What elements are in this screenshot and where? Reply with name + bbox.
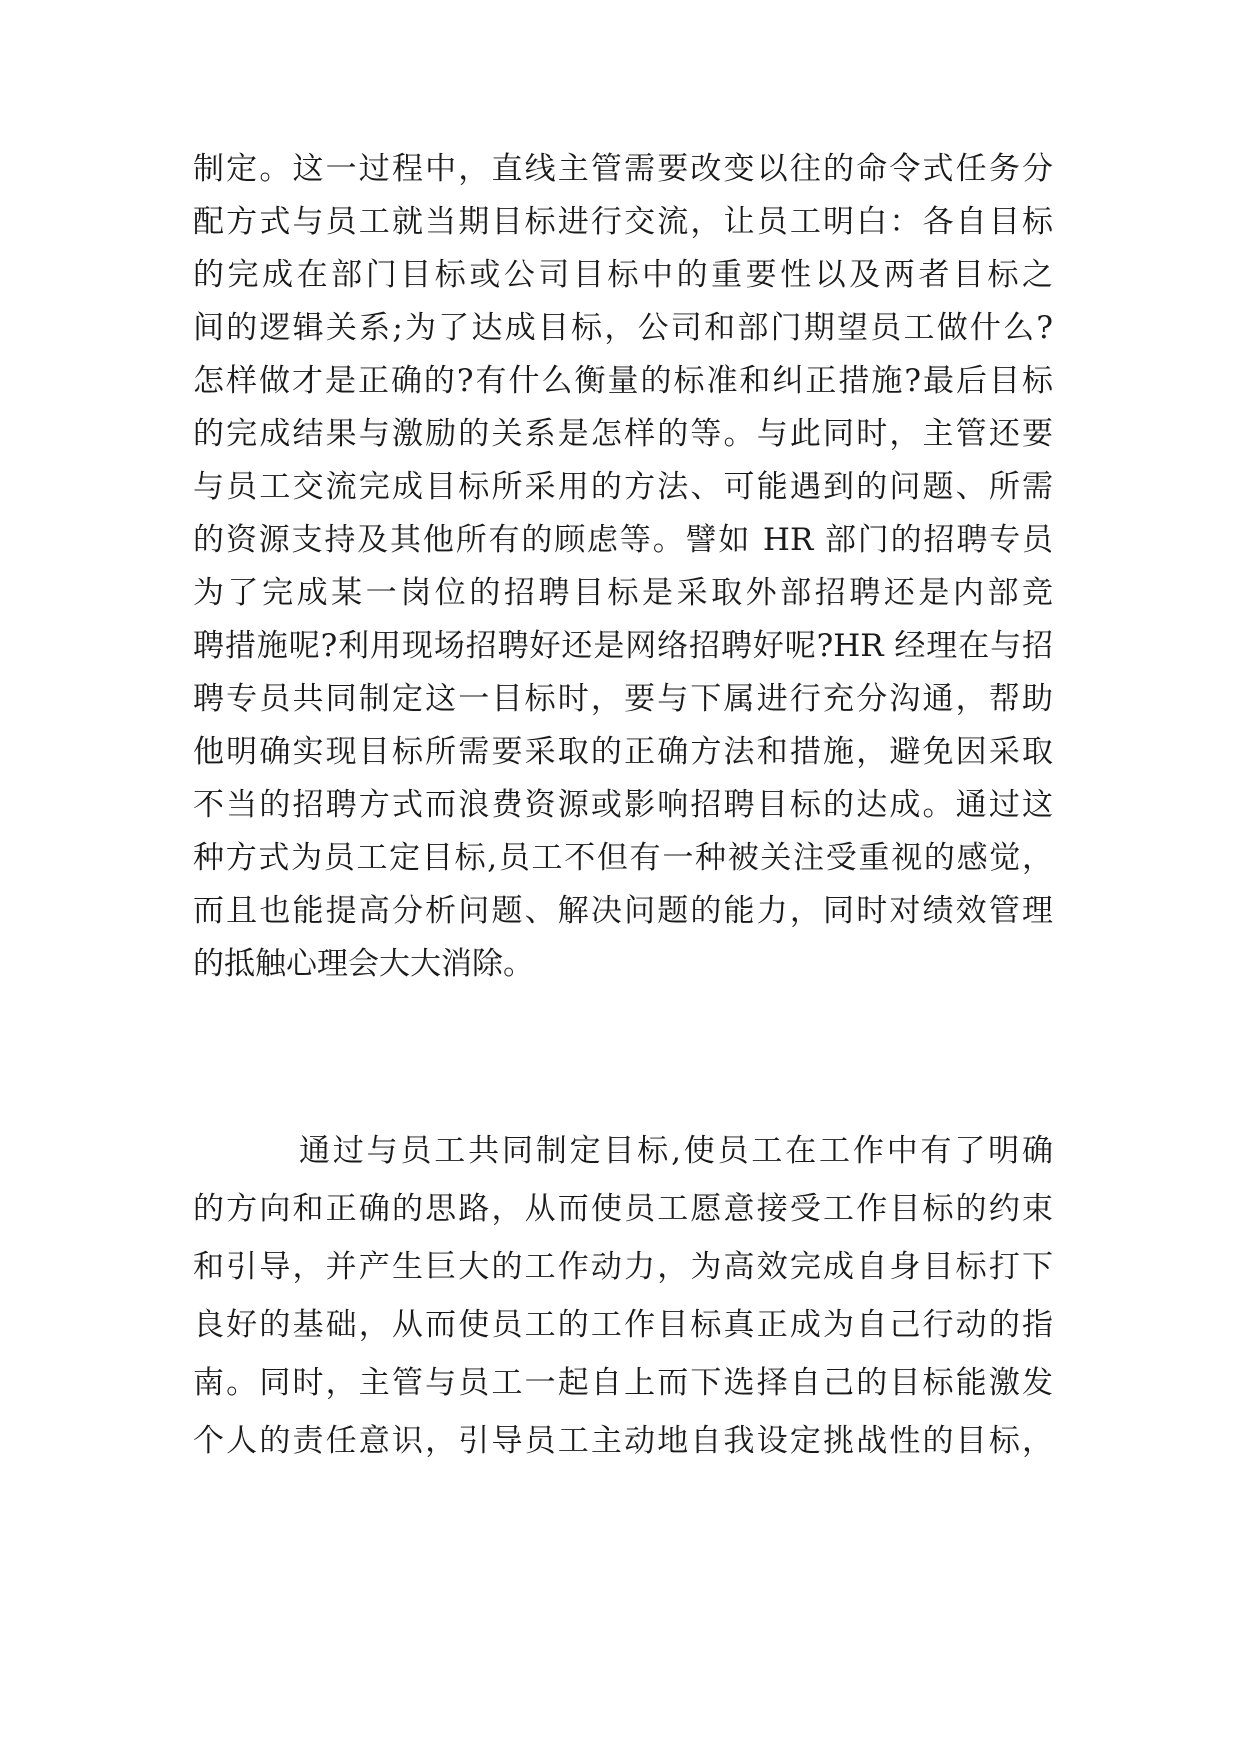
text-line: 通过与员工共同制定目标,使员工在工作中有了明确 <box>299 1133 1053 1169</box>
text-line: 良好的基础，从而使员工的工作目标真正成为自己行动的指 <box>193 1307 1053 1343</box>
text-line: 的完成结果与激励的关系是怎样的等。与此同时，主管还要 <box>193 416 1053 452</box>
text-line: 制定。这一过程中，直线主管需要改变以往的命令式任务分 <box>193 151 1053 187</box>
text-line: 的抵触心理会大大消除。 <box>193 946 534 982</box>
text-line: 怎样做才是正确的?有什么衡量的标准和纠正措施?最后目标 <box>193 363 1053 399</box>
text-line: 南。同时，主管与员工一起自上而下选择自己的目标能激发 <box>193 1365 1053 1401</box>
text-line: 与员工交流完成目标所采用的方法、可能遇到的问题、所需 <box>193 469 1053 505</box>
text-line: 配方式与员工就当期目标进行交流，让员工明白：各自目标 <box>193 204 1053 240</box>
text-line: 间的逻辑关系;为了达成目标，公司和部门期望员工做什么? <box>193 310 1053 346</box>
text-line: 和引导，并产生巨大的工作动力，为高效完成自身目标打下 <box>193 1249 1053 1285</box>
text-line: 而且也能提高分析问题、解决问题的能力，同时对绩效管理 <box>193 893 1053 929</box>
text-line: 聘措施呢?利用现场招聘好还是网络招聘好呢?HR 经理在与招 <box>193 628 1053 664</box>
text-line: 种方式为员工定目标,员工不但有一种被关注受重视的感觉， <box>193 840 1053 876</box>
text-line: 为了完成某一岗位的招聘目标是采取外部招聘还是内部竞 <box>193 575 1053 611</box>
text-line: 的资源支持及其他所有的顾虑等。譬如 HR 部门的招聘专员 <box>193 522 1053 558</box>
text-line: 聘专员共同制定这一目标时，要与下属进行充分沟通，帮助 <box>193 681 1053 717</box>
text-line: 不当的招聘方式而浪费资源或影响招聘目标的达成。通过这 <box>193 787 1053 823</box>
text-line: 个人的责任意识，引导员工主动地自我设定挑战性的目标， <box>193 1423 1053 1459</box>
text-line: 他明确实现目标所需要采取的正确方法和措施，避免因采取 <box>193 734 1053 770</box>
text-line: 的方向和正确的思路，从而使员工愿意接受工作目标的约束 <box>193 1191 1053 1227</box>
text-line: 的完成在部门目标或公司目标中的重要性以及两者目标之 <box>193 257 1053 293</box>
